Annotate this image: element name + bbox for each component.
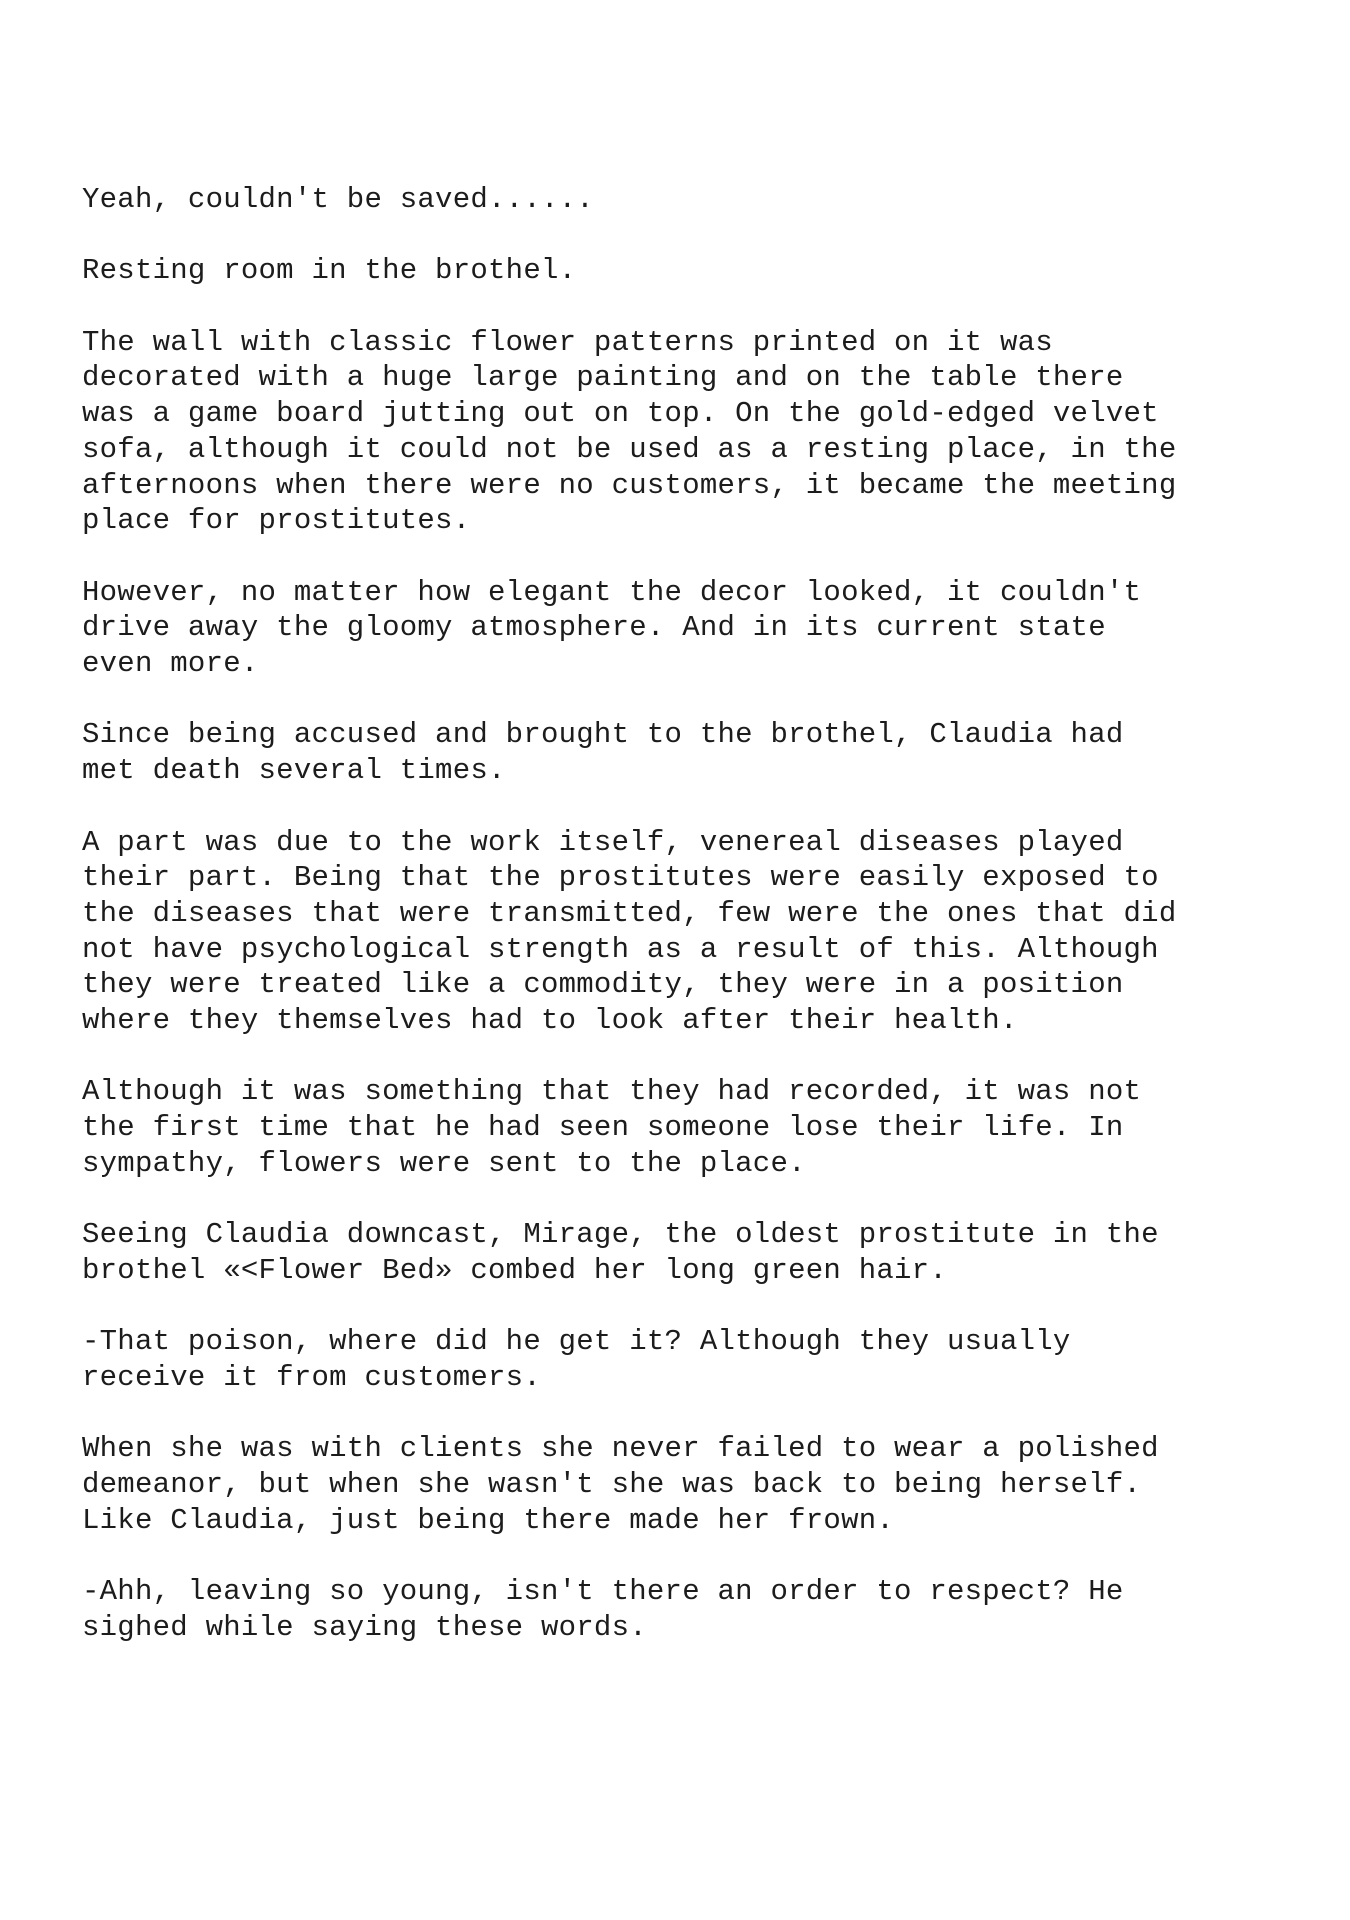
- document-page: [82, 182, 1302, 1681]
- paragraph: -Ahh, leaving so young, isn't there an order to respect? He sighed while saying these words.: [82, 1575, 1124, 1644]
- paragraph: Yeah, couldn't be saved......: [82, 183, 594, 216]
- paragraph: Since being accused and brought to the brothel, Claudia had met death several times.: [82, 718, 1124, 788]
- paragraph: The wall with classic flower patterns printed on it was decorated with a huge large painting and on the table there was a game board jutting out on top. On the gold-edged velvet sofa, although it could not be used as a resting place, in the afternoons when there were no customers, it became the meeting place for prostitutes.: [82, 325, 1177, 538]
- paragraph: -That poison, where did he get it? Although they usually receive it from customers.: [82, 1325, 1071, 1395]
- paragraph: Although it was something that they had recorded, it was not the first time that he had seen someone lose their life. In sympathy, flowers were sent to the place.: [82, 1075, 1142, 1180]
- paragraph: Resting room in the brothel.: [82, 254, 577, 288]
- paragraph: However, no matter how elegant the decor looked, it couldn't drive away the gloomy atmosphere. And in its current state even more.: [82, 575, 1142, 681]
- paragraph: Seeing Claudia downcast, Mirage, the oldest prostitute in the brothel «<Flower Bed» combed her long green hair.: [82, 1218, 1159, 1287]
- paragraph: When she was with clients she never failed to wear a polished demeanor, but when she wasn't she was back to being herself. Like Claudia, just being there made her frown.: [82, 1432, 1159, 1537]
- paragraph: A part was due to the work itself, venereal diseases played their part. Being that the prostitutes were easily exposed to the diseases that were transmitted, few were the ones that did not have psychological strength as a result of this. Although they were treated like a commodity, they were in a position where they themselves had to look after their health.: [82, 825, 1177, 1038]
